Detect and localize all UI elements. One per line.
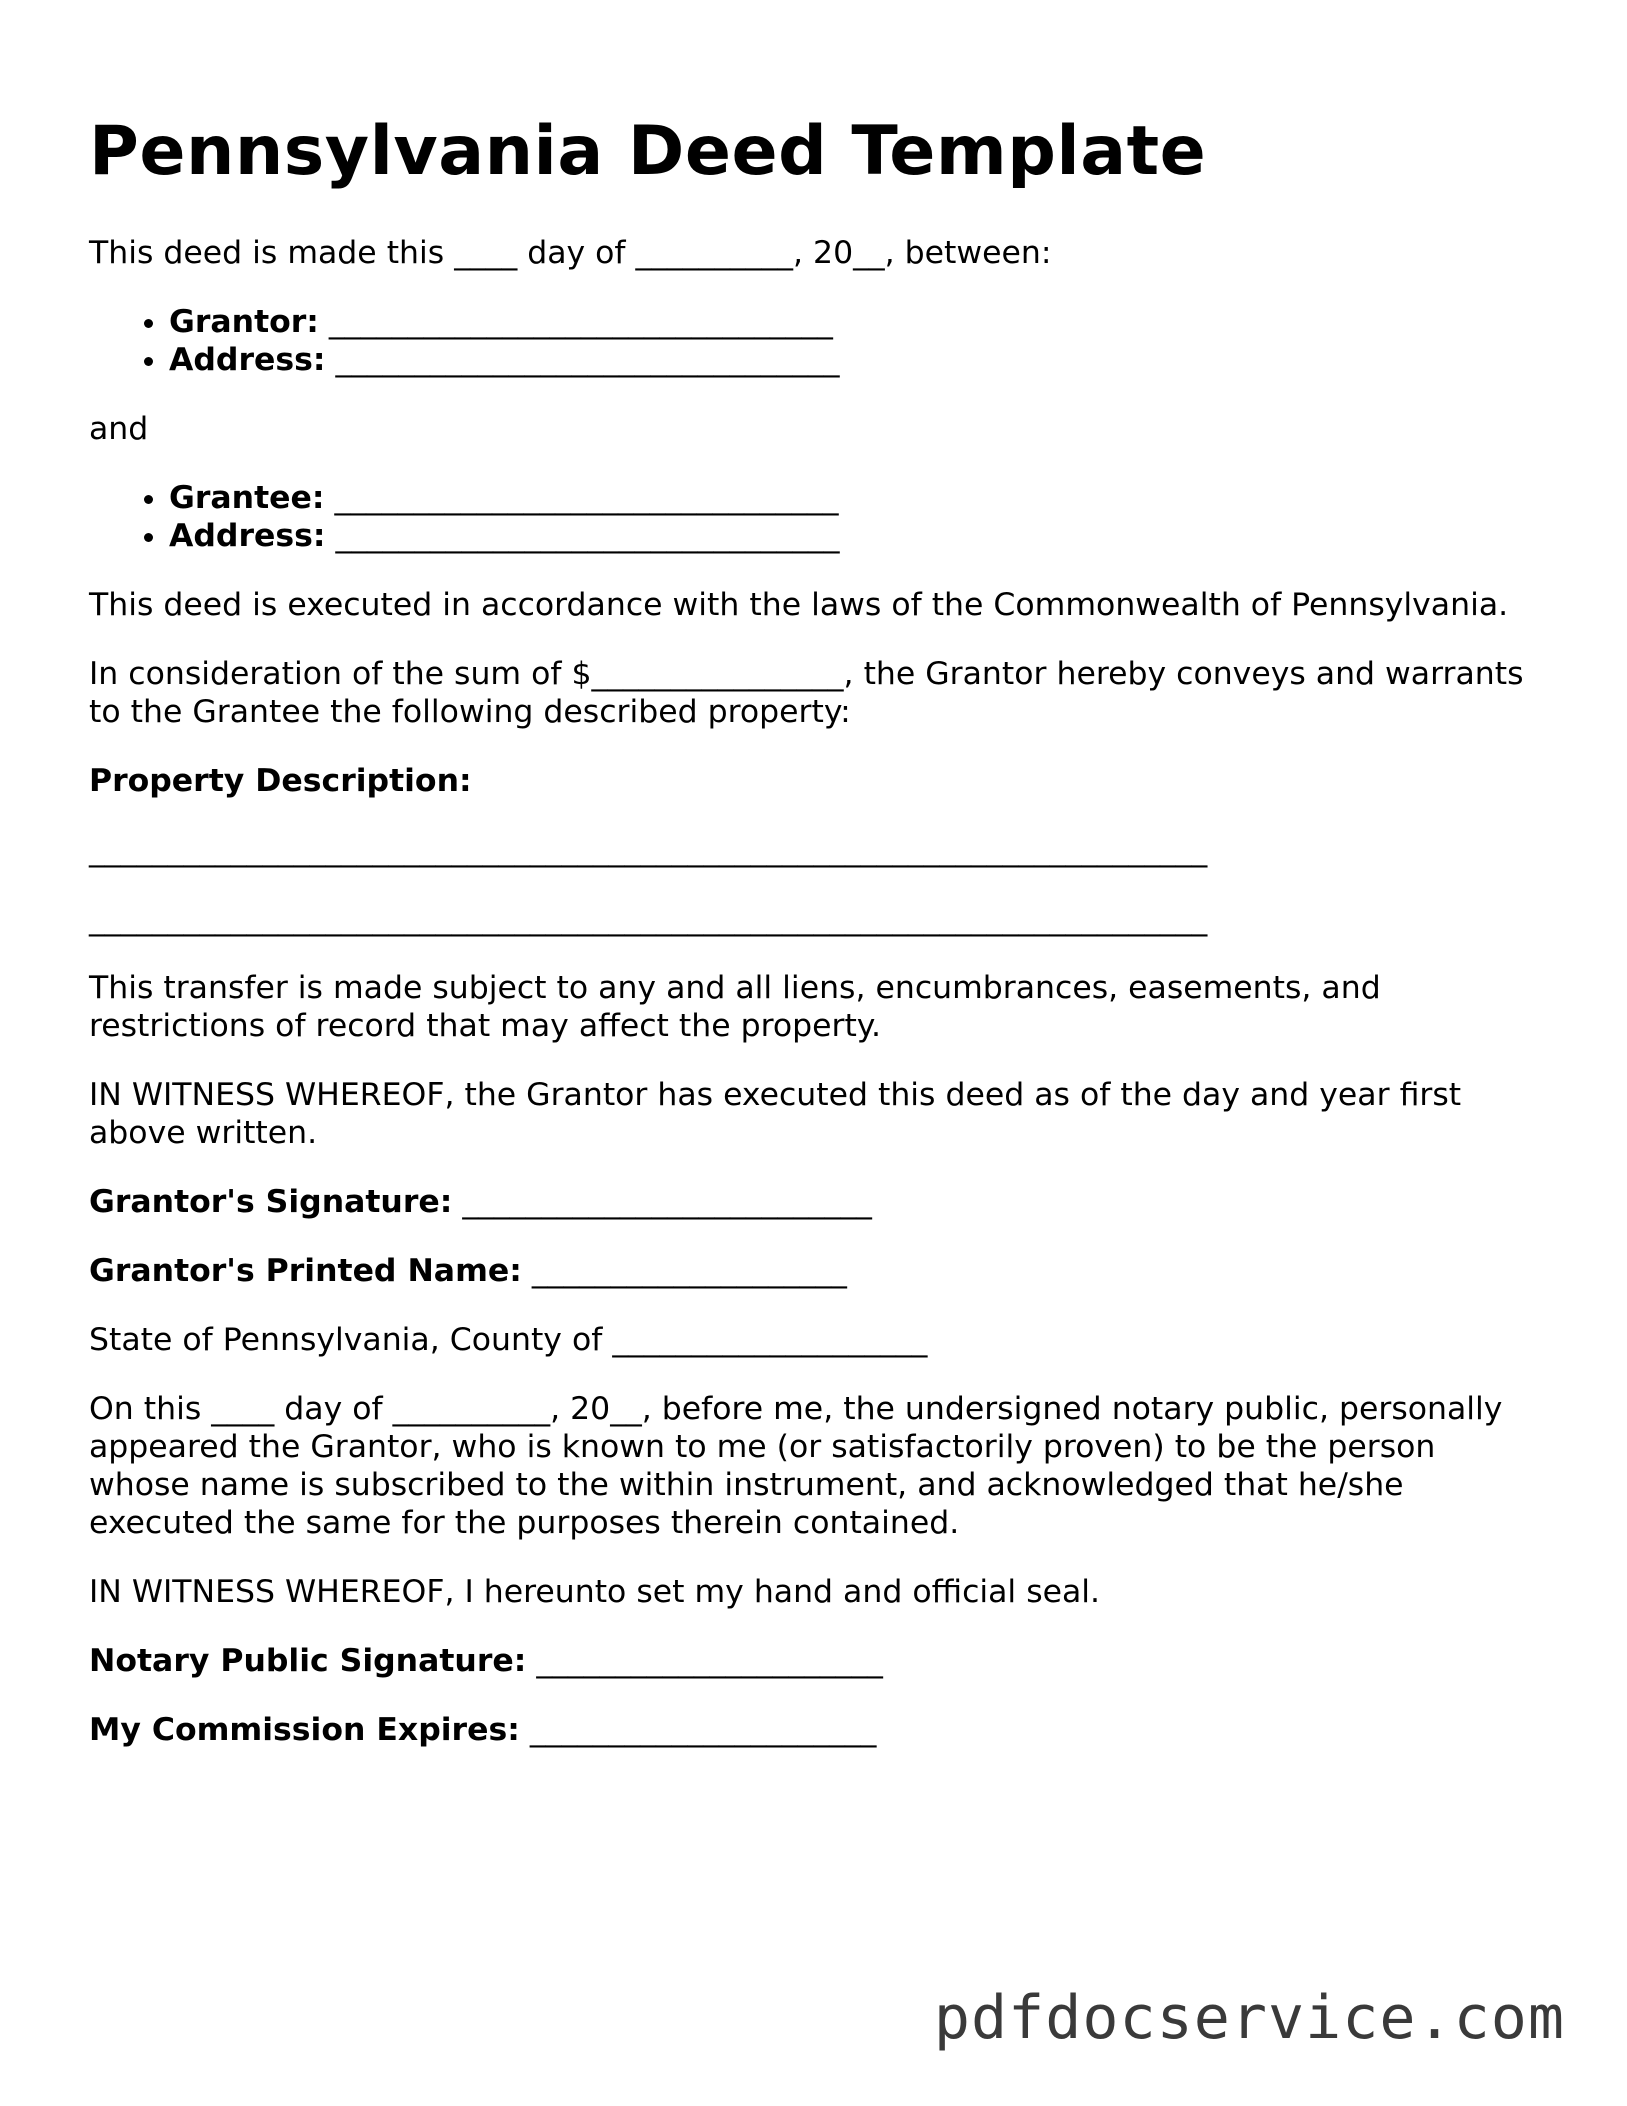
- commission-expires-line: [89, 1711, 1529, 1749]
- grantee-address-item: [169, 517, 1529, 555]
- grantor-signature-blank: __________________________: [452, 1184, 872, 1220]
- notary-witness-paragraph: IN WITNESS WHEREOF, I hereunto set my hand and official seal.: [89, 1574, 1101, 1610]
- transfer-paragraph: This transfer is made subject to any and all liens, encumbrances, easements, and restrictions of record that may affect the property.: [89, 970, 1381, 1044]
- grantor-printed-name-label: Grantor's Printed Name:: [89, 1253, 522, 1289]
- consideration-paragraph: In consideration of the sum of $________________, the Grantor hereby conveys and warrants to the Grantee the following described property:: [89, 656, 1524, 730]
- notary-acknowledgment-paragraph: On this ____ day of __________, 20__, before me, the undersigned notary public, personally appeared the Grantor, who is known to me (or satisfactorily proven) to be the person whose name is subscribed to the within instrument, and acknowledged that he/she executed the same for the purposes therein contained.: [89, 1391, 1503, 1541]
- grantor-printed-name-line: [89, 1252, 1529, 1290]
- grantee-blank: ________________________________: [324, 480, 839, 516]
- grantee-label: Grantee:: [169, 480, 325, 516]
- commission-expires-blank: ______________________: [519, 1712, 877, 1748]
- grantee-list: [89, 479, 1529, 555]
- grantee-address-blank: ________________________________: [325, 518, 840, 554]
- grantee-address-label: Address:: [169, 518, 326, 554]
- grantor-address-label: Address:: [169, 342, 326, 378]
- intro-paragraph: This deed is made this ____ day of __________, 20__, between:: [89, 235, 1052, 271]
- notary-signature-label: Notary Public Signature:: [89, 1643, 527, 1679]
- state-county-line: State of Pennsylvania, County of ____________________: [89, 1322, 928, 1358]
- property-description-heading: Property Description:: [89, 763, 472, 799]
- document-title: Pennsylvania Deed Template: [89, 112, 1207, 191]
- deed-document: [89, 112, 1529, 1780]
- grantor-signature-line: [89, 1183, 1529, 1221]
- notary-signature-line: [89, 1642, 1529, 1680]
- grantor-printed-name-blank: ____________________: [521, 1253, 847, 1289]
- grantor-item: [169, 303, 1529, 341]
- executed-paragraph: This deed is executed in accordance with the laws of the Commonwealth of Pennsylvania.: [89, 587, 1509, 623]
- footer-brand-watermark: pdfdocservice.com: [933, 1983, 1565, 2053]
- grantee-item: [169, 479, 1529, 517]
- and-text: and: [89, 411, 149, 447]
- notary-signature-blank: ______________________: [526, 1643, 883, 1679]
- commission-expires-label: My Commission Expires:: [89, 1712, 520, 1748]
- grantor-address-blank: ________________________________: [325, 342, 840, 378]
- grantor-label: Grantor:: [169, 304, 319, 340]
- grantor-list: [89, 303, 1529, 379]
- grantor-address-item: [169, 341, 1529, 379]
- grantor-blank: ________________________________: [318, 304, 833, 340]
- witness-paragraph: IN WITNESS WHEREOF, the Grantor has executed this deed as of the day and year first above written.: [89, 1077, 1462, 1151]
- property-description-line: _______________________________________________________________________: [89, 901, 1208, 937]
- grantor-signature-label: Grantor's Signature:: [89, 1184, 453, 1220]
- property-description-line: _______________________________________________________________________: [89, 832, 1208, 868]
